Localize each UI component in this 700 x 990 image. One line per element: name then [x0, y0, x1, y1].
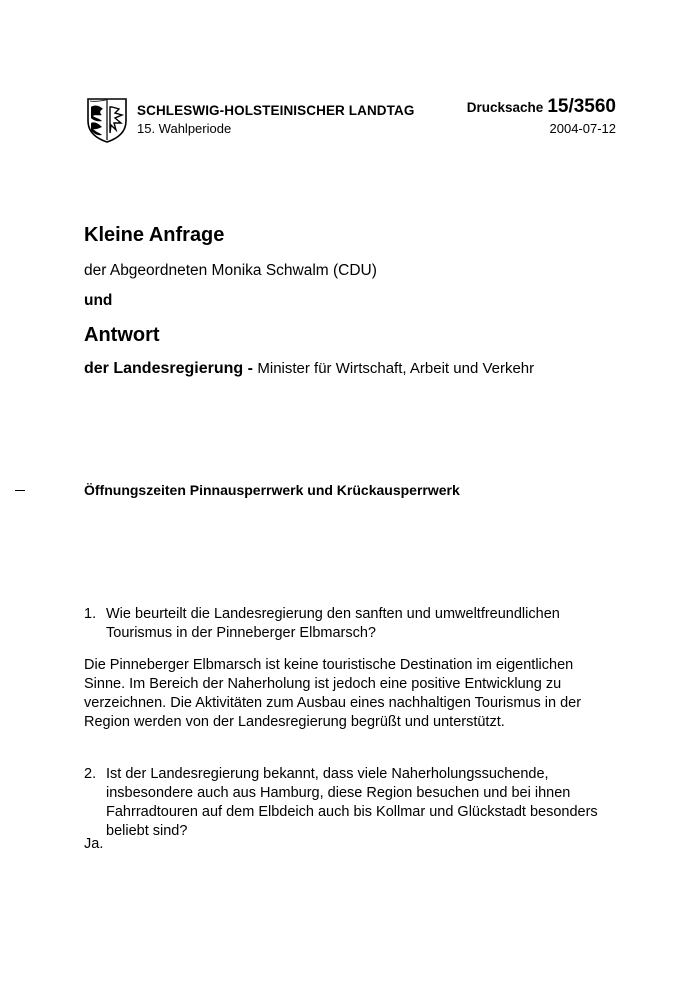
subject-line: Öffnungszeiten Pinnausperrwerk und Krückausperrwerk	[84, 482, 460, 498]
government-bold: der Landesregierung -	[84, 360, 258, 377]
title-request: Kleine Anfrage	[84, 224, 225, 246]
document-date: 2004-07-12	[549, 121, 616, 136]
answer-2: Ja.	[84, 836, 104, 852]
question-number: 2.	[84, 766, 97, 782]
answer-1: Die Pinneberger Elbmarsch ist keine touristische Destination im eigentlichen Sinne. Im Bereich der Naherholung ist jedoch eine positive Entwicklung zu verzeichnen. Die Aktivitäten zum Ausbau eines nachhaltigen Tourismus in der Region werden von der Landesregierung begrüßt und unterstützt.	[84, 657, 582, 730]
legislative-period: 15. Wahlperiode	[137, 121, 232, 136]
question-1	[84, 605, 616, 643]
organisation-name: SCHLESWIG-HOLSTEINISCHER LANDTAG	[137, 103, 415, 118]
government-minister: Minister für Wirtschaft, Arbeit und Verkehr	[257, 360, 535, 377]
requester: der Abgeordneten Monika Schwalm (CDU)	[84, 262, 377, 279]
and-label: und	[84, 292, 113, 309]
drucksache	[467, 96, 616, 118]
question-text: Ist der Landesregierung bekannt, dass viele Naherholungssuchende, insbesondere auch aus Hamburg, diese Region besuchen und bei ihnen Fahrradtouren auf dem Elbdeich auch bis Kollmar und Glückstadt besonders beliebt sind?	[106, 766, 598, 839]
title-answer: Antwort	[84, 324, 160, 346]
question-number: 1.	[84, 606, 97, 622]
question-2	[84, 765, 616, 841]
drucksache-label: Drucksache	[466, 100, 544, 115]
question-text: Wie beurteilt die Landesregierung den sanften und umweltfreundlichen Tourismus in der Pinneberger Elbmarsch?	[106, 606, 560, 641]
government-line	[84, 360, 534, 378]
drucksache-number: 15/3560	[547, 96, 616, 117]
coat-of-arms-icon	[86, 97, 128, 143]
margin-mark	[15, 490, 25, 491]
